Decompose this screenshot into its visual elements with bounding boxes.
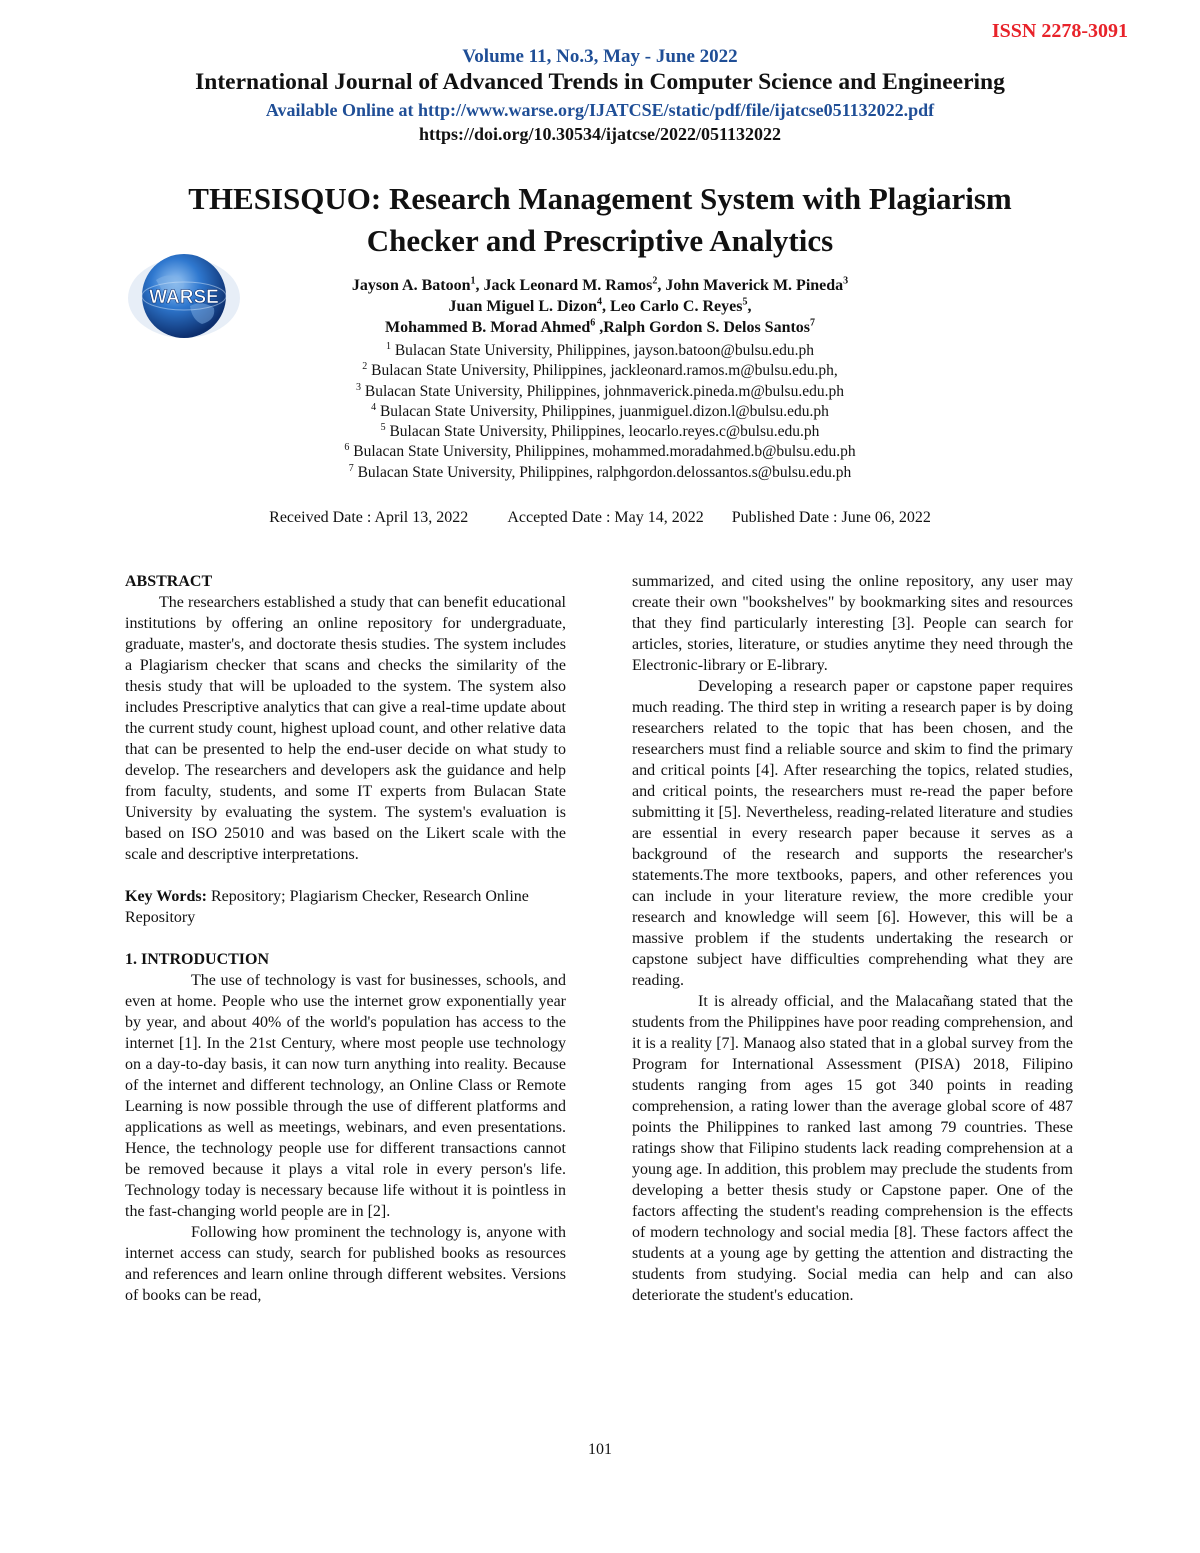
right-column	[632, 571, 1073, 1306]
affiliation-sup: 7	[348, 462, 354, 474]
author-sep: ,	[747, 298, 752, 315]
date-line	[0, 509, 1200, 527]
author-name: Juan Miguel L. Dizon	[448, 298, 598, 315]
received-date: Received Date : April 13, 2022	[269, 509, 469, 526]
issn: ISSN 2278-3091	[991, 20, 1128, 42]
author-line-2	[0, 296, 1200, 317]
author-list	[0, 275, 1200, 338]
author-sep: ,	[475, 277, 484, 294]
published-date: Published Date : June 06, 2022	[731, 509, 931, 526]
keywords-label: Key Words:	[125, 888, 207, 905]
author-sep: ,	[657, 277, 666, 294]
logo-text: WARSE	[149, 287, 219, 308]
affiliation-sup: 3	[356, 381, 362, 393]
author-sup: 2	[652, 275, 658, 287]
intro-paragraph-1: The use of technology is vast for businesses, schools, and even at home. People who use the internet grow exponentially year by year, and about 40% of the world's population has access to the internet [1]. In the 21st Century, where most people use technology on a day-to-day basis, it can now turn anything into reality. Because of the internet and different technology, an Online Class or Remote Learning is now possible through the use of different platforms and applications as well as meetings, webinars, and even presentations. Hence, the technology people use for different transactions cannot be removed because it plays a vital role in every person's life. Technology today is necessary because life without it is pointless in the fast-changing world people are in [2].	[125, 972, 566, 1220]
author-line-3	[0, 317, 1200, 338]
keywords-text: Repository; Plagiarism Checker, Research Online Repository	[125, 888, 529, 926]
affiliation	[0, 361, 1200, 381]
author-sep: ,	[602, 298, 611, 315]
author-name: Jack Leonard M. Ramos	[483, 277, 653, 294]
affiliation-text: Bulacan State University, Philippines, juanmiguel.dizon.l@bulsu.edu.ph	[376, 402, 829, 420]
affiliation-sup: 5	[380, 422, 386, 434]
author-line-1	[0, 275, 1200, 296]
affiliation-text: Bulacan State University, Philippines, mohammed.moradahmed.b@bulsu.edu.ph	[349, 443, 856, 461]
title-line-1: THESISQUO: Research Management System with Plagiarism	[188, 181, 1012, 216]
title-line-2: Checker and Prescriptive Analytics	[366, 223, 834, 258]
abstract-text: The researchers established a study that can benefit educational institutions by offering an online repository for undergraduate, graduate, master's, and doctorate thesis studies. The system includes a Plagiarism checker that scans and checks the similarity of the thesis study that will be uploaded to the system. The system also includes Prescriptive analytics that can give a real-time update about the current study count, highest upload count, and other relative data that can be presented to help the end-user decide on what study to develop. The researchers and developers ask the guidance and help from faculty, students, and some IT experts from Bulacan State University by evaluating the system. The system's evaluation is based on ISO 25010 and was based on the Likert scale with the scale and descriptive interpretations.	[125, 594, 566, 863]
affiliation-sup: 2	[362, 361, 368, 373]
journal-name: International Journal of Advanced Trends in Computer Science and Engineering	[195, 69, 1005, 95]
affiliation-text: Bulacan State University, Philippines, johnmaverick.pineda.m@bulsu.edu.ph	[361, 382, 844, 400]
author-sup: 4	[597, 296, 603, 308]
affiliation	[0, 341, 1200, 361]
affiliation-text: Bulacan State University, Philippines, jayson.batoon@bulsu.edu.ph	[390, 342, 815, 359]
affiliation	[0, 382, 1200, 402]
affiliation-list	[0, 341, 1200, 483]
affiliation-text: Bulacan State University, Philippines, jackleonard.ramos.m@bulsu.edu.ph,	[367, 362, 838, 380]
intro-paragraph-3: Developing a research paper or capstone paper requires much reading. The third step in writing a research paper is by doing researchers related to the topic that has been chosen, and the researchers must find a reliable source and skim to find the primary and critical points [4]. After researching the topics, related studies, and critical points, the researchers must re-read the paper before submitting it [5]. Nevertheless, reading-related literature and studies are essential in every research paper because it serves as a background of the research and supports the researcher's statements.The more textbooks, papers, and other references you can include in your literature review, the more credible your research and knowledge will seem [6]. However, this will be a massive problem if the students undertaking the research or capstone subject have difficulties comprehending what they are reading.	[632, 678, 1073, 989]
affiliation-text: Bulacan State University, Philippines, ralphgordon.delossantos.s@bulsu.edu.ph	[353, 463, 852, 481]
author-name: Leo Carlo C. Reyes	[610, 298, 743, 315]
doi-link[interactable]: https://doi.org/10.30534/ijatcse/2022/051132022	[419, 124, 781, 144]
intro-paragraph-2: Following how prominent the technology is, anyone with internet access can study, search for published books as resources and references and learn online through different websites. Versions of books can be read,	[125, 1224, 566, 1304]
intro-heading: 1. INTRODUCTION	[125, 951, 270, 968]
affiliation	[0, 402, 1200, 422]
affiliation-text: Bulacan State University, Philippines, leocarlo.reyes.c@bulsu.edu.ph	[385, 423, 820, 441]
author-name: Mohammed B. Morad Ahmed	[384, 319, 591, 336]
author-name: John Maverick M. Pineda	[665, 277, 844, 294]
online-link[interactable]: Available Online at http://www.warse.org/IJATCSE/static/pdf/file/ijatcse051132022.pdf	[265, 100, 935, 120]
author-name: Ralph Gordon S. Delos Santos	[603, 319, 811, 336]
volume-info: Volume 11, No.3, May - June 2022	[462, 46, 738, 67]
affiliation	[0, 442, 1200, 462]
accepted-date: Accepted Date : May 14, 2022	[507, 509, 704, 526]
intro-paragraph-2-continued: summarized, and cited using the online repository, any user may create their own "bookshelves" by bookmarking sites and resources that they find particularly interesting [3]. People can search for articles, stories, literature, or studies anytime they need through the Electronic-library or E-library.	[632, 573, 1073, 674]
author-sup: 1	[470, 275, 476, 287]
author-sep: ,	[595, 319, 604, 336]
left-column	[125, 571, 566, 1306]
author-sup: 6	[590, 317, 596, 329]
page-number: 101	[588, 1441, 612, 1458]
author-name: Jayson A. Batoon	[351, 277, 471, 294]
affiliation-sup: 1	[385, 340, 391, 352]
author-sup: 3	[843, 275, 849, 287]
author-sup: 7	[810, 317, 816, 329]
affiliation-sup: 6	[344, 442, 350, 454]
author-sup: 5	[742, 296, 748, 308]
intro-paragraph-4: It is already official, and the Malacañang stated that the students from the Philippines have poor reading comprehension, and it is a reality [7]. Manaog also stated that in a global survey from the Program for International Assessment (PISA) 2018, Filipino students ranging from ages 15 got 340 points in reading comprehension, a rating lower than the average global score of 487 points the Philippines to ranked last among 79 countries. These ratings show that Filipino students lack reading comprehension at a young age. In addition, this problem may preclude the students from developing a better thesis study or Capstone paper. One of the factors affecting the student's reading comprehension is the effects of modern technology and social media [8]. These factors affect the students at a young age by getting the attention and distracting the students from studying. Social media can help and can also deteriorate the student's education.	[632, 993, 1073, 1304]
keywords	[125, 886, 566, 928]
affiliation	[0, 463, 1200, 483]
affiliation	[0, 422, 1200, 442]
affiliation-sup: 4	[371, 401, 377, 413]
abstract-heading: ABSTRACT	[125, 573, 213, 590]
